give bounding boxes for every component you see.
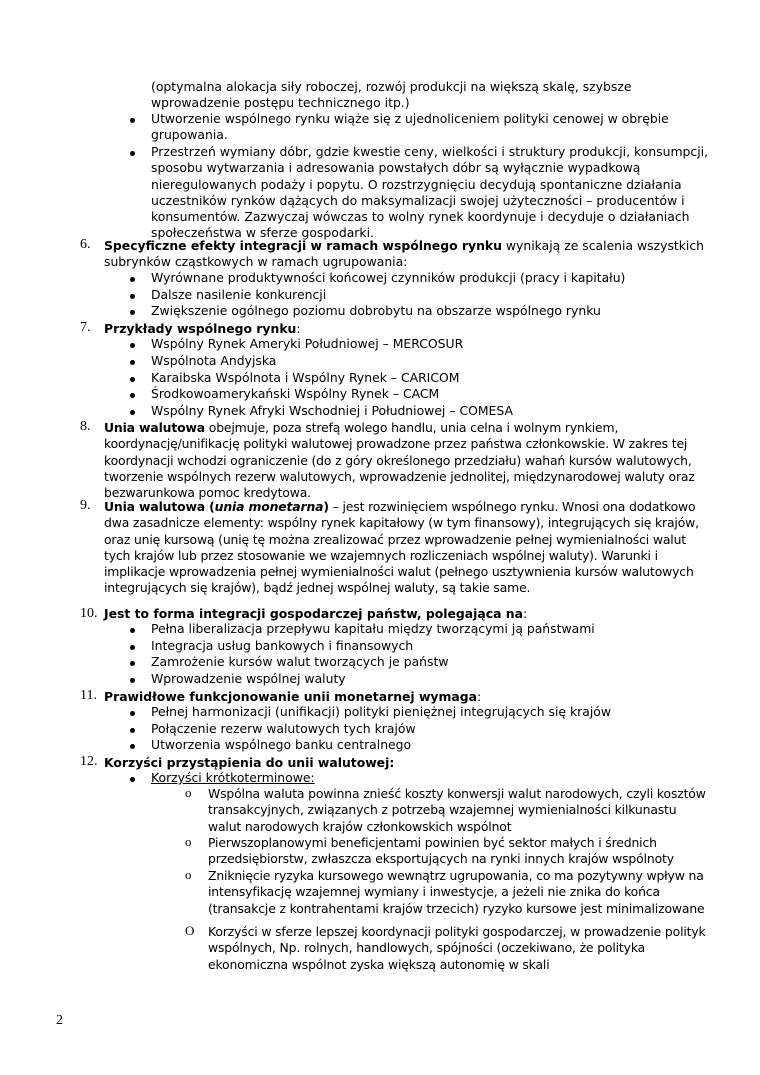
list-item-text: Zwiększenie ogólnego poziomu dobrobytu na obszarze wspólnego rynku bbox=[151, 303, 601, 318]
bullet-icon bbox=[130, 661, 135, 666]
continuation-paragraph bbox=[151, 79, 711, 112]
numbered-item-10 bbox=[104, 606, 710, 622]
list-item bbox=[151, 303, 711, 319]
sub-list-item bbox=[208, 924, 713, 973]
list-item bbox=[151, 621, 711, 637]
bullet-icon bbox=[130, 728, 135, 733]
list-item-text: Zamrożenie kursów walut tworzących je państw bbox=[151, 654, 449, 669]
page-number: 2 bbox=[56, 1013, 63, 1028]
list-item-text: Wspólny Rynek Afryki Wschodniej i Południowej – COMESA bbox=[151, 403, 513, 418]
item-heading-close: ) bbox=[323, 499, 329, 514]
list-item bbox=[151, 111, 711, 144]
sub-list-item-text: Zniknięcie ryzyka kursowego wewnątrz ugrupowania, co ma pozytywny wpływ na intensyfikację wzajemnej wymiany i inwestycje, a jeżeli nie znika do końca (transakcje z kontrahentami krajów trzecich) ryzyko kursowe jest minimalizowane bbox=[208, 868, 705, 916]
list-item bbox=[151, 654, 711, 670]
paragraph-text: (optymalna alokacja siły roboczej, rozwój produkcji na większą skalę, szybsze wprowadzenie postępu technicznego itp.) bbox=[151, 79, 632, 111]
item-text: obejmuje, poza strefą wolego handlu, unia celna i wolnym rynkiem, koordynację/unifikację polityki walutowej prowadzone przez państwa członkowskie. W zakres tej koordynacji wchodzi ograniczenie (do z góry określonego przedziału) wahań kursów walutowych, tworzenie wspólnych rezerw walutowych, wprowadzenie jednolitej, międzynarodowej waluty oraz bezwarunkowa pomoc kredytowa. bbox=[104, 420, 695, 501]
item-heading-italic: unia monetarna bbox=[214, 499, 324, 514]
list-item bbox=[151, 353, 711, 369]
list-number: 11. bbox=[80, 688, 97, 703]
list-item-text: Pełnej harmonizacji (unifikacji) polityki pieniężnej integrujących się krajów bbox=[151, 704, 611, 719]
list-item bbox=[151, 370, 711, 386]
list-item-text: Środkowoamerykański Wspólny Rynek – CACM bbox=[151, 386, 440, 401]
list-item bbox=[151, 287, 711, 303]
numbered-item-8 bbox=[104, 420, 710, 501]
sub-list-item bbox=[208, 835, 713, 868]
item-heading: Prawidłowe funkcjonowanie unii monetarnej wymaga bbox=[104, 689, 478, 704]
bullet-icon bbox=[130, 343, 135, 348]
list-item bbox=[151, 336, 711, 352]
sub-bullet-icon: O bbox=[185, 923, 195, 938]
list-item-text: Wspólnota Andyjska bbox=[151, 353, 277, 368]
list-item-text: Wprowadzenie wspólnej waluty bbox=[151, 671, 346, 686]
list-item-text: Połączenie rezerw walutowych tych krajów bbox=[151, 721, 416, 736]
item-heading: Jest to forma integracji gospodarczej państw, polegająca na bbox=[104, 606, 523, 621]
numbered-item-7 bbox=[104, 321, 710, 337]
bullet-icon bbox=[130, 678, 135, 683]
item-heading: Przykłady wspólnego rynku bbox=[104, 321, 297, 336]
list-item bbox=[151, 721, 711, 737]
sub-list-item-text: Wspólna waluta powinna znieść koszty konwersji walut narodowych, czyli kosztów transakcyjnych, związanych z potrzebą wzajemnej wymienialności kilkunastu walut narodowych krajów członkowskich wspólnot bbox=[208, 786, 706, 834]
bullet-icon bbox=[130, 628, 135, 633]
numbered-item-9 bbox=[104, 499, 710, 597]
list-item-text: Przestrzeń wymiany dóbr, gdzie kwestie ceny, wielkości i struktury produkcji, konsumpcji, sposobu wytwarzania i adresowania powstałych dóbr są wyłącznie wypadkową nieregulowanych podaży i popytu. O rozstrzygnięciu decydują spontaniczne działania uczestników rynków dążących do maksymalizacji swojej użyteczności – producentów i konsumentów. Zazwyczaj wówczas to wolny rynek koordynuje i decyduje o działaniach społeczeństwa w sferze gospodarki. bbox=[151, 144, 709, 241]
bullet-icon bbox=[130, 645, 135, 650]
numbered-item-11 bbox=[104, 689, 710, 705]
bullet-icon bbox=[130, 310, 135, 315]
list-item-text: Integracja usług bankowych i finansowych bbox=[151, 638, 414, 653]
sub-list-item bbox=[208, 868, 713, 917]
item-text: wynikają ze scalenia wszystkich subrynków cząstkowych w ramach ugrupowania: bbox=[104, 238, 705, 270]
list-item bbox=[151, 270, 711, 286]
bullet-icon bbox=[130, 744, 135, 749]
list-number: 10. bbox=[80, 606, 98, 621]
bullet-icon bbox=[130, 118, 135, 123]
list-number: 9. bbox=[80, 498, 91, 513]
sub-bullet-icon: o bbox=[185, 867, 192, 882]
bullet-icon bbox=[130, 360, 135, 365]
bullet-icon bbox=[130, 151, 135, 156]
sub-list-item-text: Korzyści w sferze lepszej koordynacji polityki gospodarczej, w prowadzenie polityk wspólnych, Np. rolnych, handlowych, spójności (oczekiwano, że polityka ekonomiczna wspólnot zyska większą autonomię w skali bbox=[208, 924, 706, 972]
numbered-item-12 bbox=[104, 755, 710, 771]
list-item bbox=[151, 144, 711, 242]
item-text: : bbox=[477, 689, 482, 704]
bullet-icon bbox=[130, 294, 135, 299]
item-text: – jest rozwinięciem wspólnego rynku. Wnosi ona dodatkowo dwa zasadnicze elementy: wspólny rynek kapitałowy (w tym finansowy), integrujących się krajów, oraz unię kursową (unię tę można zrealizować przez wprowadzenie pełnej wymienialności walut tych krajów lub przez stosowanie we wzajemnych rozliczeniach wspólnej waluty). Warunki i implikacje wprowadzenia pełnej wymienialności walut (pełnego usztywnienia kursów walutowych integrujących się krajów), bądź jednej wspólnej waluty, są takie same. bbox=[104, 499, 699, 596]
sub-list-item-text: Pierwszoplanowymi beneficjentami powinien być sektor małych i średnich przedsiębiorstw, zwłaszcza eksportujących na rynki innych krajów wspólnoty bbox=[208, 835, 674, 867]
bullet-icon bbox=[130, 410, 135, 415]
list-item-text: Karaibska Wspólnota i Wspólny Rynek – CARICOM bbox=[151, 370, 460, 385]
bullet-icon bbox=[130, 377, 135, 382]
list-item-text: Utworzenia wspólnego banku centralnego bbox=[151, 737, 412, 752]
item-heading: Unia walutowa ( bbox=[104, 499, 215, 514]
list-item-text: Korzyści krótkoterminowe: bbox=[151, 770, 315, 785]
list-number: 8. bbox=[80, 419, 91, 434]
list-number: 6. bbox=[80, 237, 91, 252]
list-item-text: Utworzenie wspólnego rynku wiąże się z ujednoliceniem polityki cenowej w obrębie grupowania. bbox=[151, 111, 669, 143]
list-item-text: Pełna liberalizacja przepływu kapitału między tworzącymi ją państwami bbox=[151, 621, 595, 636]
list-item bbox=[151, 770, 711, 786]
list-item bbox=[151, 403, 711, 419]
bullet-icon bbox=[130, 777, 135, 782]
sub-bullet-icon: o bbox=[185, 834, 192, 849]
item-heading: Korzyści przystąpienia do unii walutowej: bbox=[104, 755, 395, 770]
list-item bbox=[151, 386, 711, 402]
list-item bbox=[151, 704, 711, 720]
item-text: : bbox=[522, 606, 528, 621]
list-number: 12. bbox=[80, 754, 98, 769]
numbered-item-6 bbox=[104, 238, 710, 271]
list-item bbox=[151, 671, 711, 687]
list-item-text: Wspólny Rynek Ameryki Południowej – MERCOSUR bbox=[151, 336, 464, 351]
bullet-icon bbox=[130, 393, 135, 398]
list-item bbox=[151, 638, 711, 654]
sub-bullet-icon: o bbox=[185, 785, 192, 800]
item-text: : bbox=[296, 321, 301, 336]
list-item-text: Wyrównane produktywności końcowej czynników produkcji (pracy i kapitału) bbox=[151, 270, 626, 285]
list-item bbox=[151, 737, 711, 753]
sub-list-item bbox=[208, 786, 713, 835]
list-number: 7. bbox=[80, 320, 91, 335]
bullet-icon bbox=[130, 277, 135, 282]
list-item-text: Dalsze nasilenie konkurencji bbox=[151, 287, 327, 302]
item-heading: Specyficzne efekty integracji w ramach wspólnego rynku bbox=[104, 238, 502, 253]
item-heading: Unia walutowa bbox=[104, 420, 205, 435]
bullet-icon bbox=[130, 711, 135, 716]
